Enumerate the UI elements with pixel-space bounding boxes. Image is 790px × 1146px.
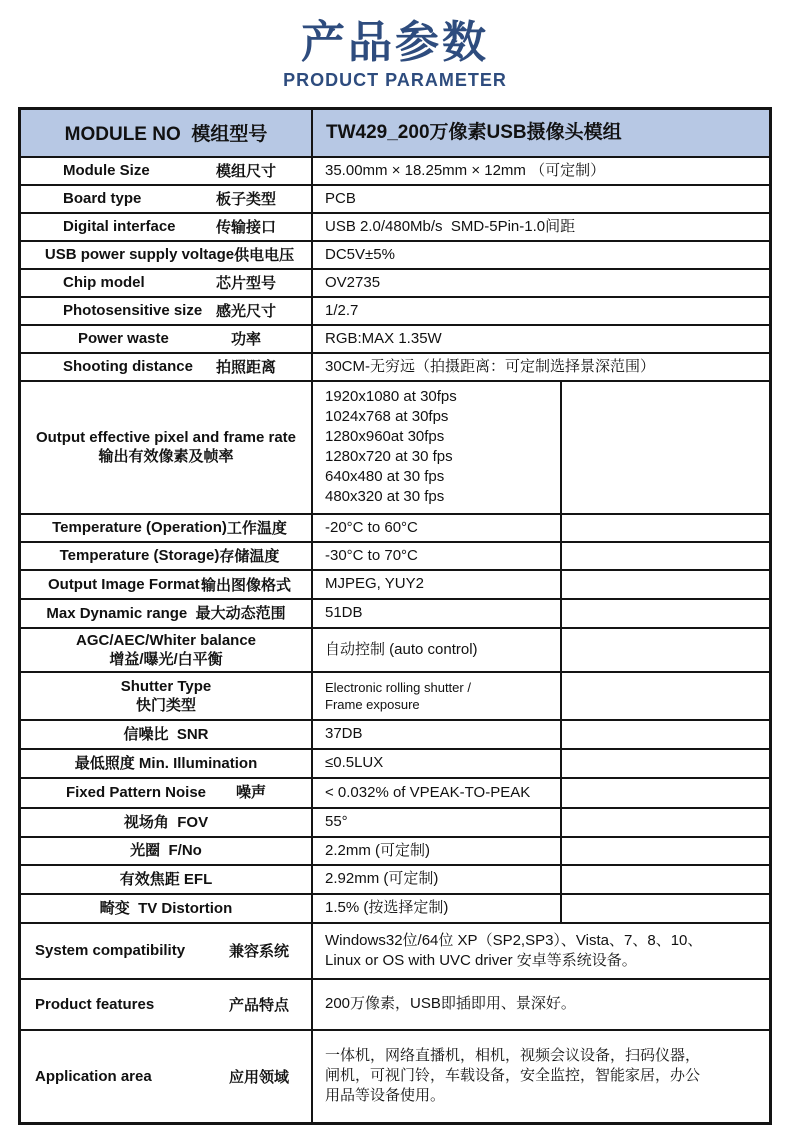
row-label [21,354,311,380]
row-label-zh: 感光尺寸 [215,303,276,321]
row-empty-cell [560,382,769,513]
row-label [21,382,311,513]
product-parameter-table [18,107,772,1125]
row-label-zh: 板子类型 [215,191,276,209]
row-empty-cell [560,673,769,719]
row-label-en: Shooting distance [62,358,193,376]
row-label [21,980,311,1029]
row-label [21,158,311,184]
row-value-line: Electronic rolling shutter / [325,679,471,695]
row-label-line: 畸变 TV Distortion [99,899,233,917]
page-subtitle: PRODUCT PARAMETER [283,69,507,90]
row-value [311,158,769,184]
row-label-zh: 模组尺寸 [215,163,276,181]
row-label-en: USB power supply voltage [44,246,235,264]
row-label-zh: 功率 [230,331,261,349]
row-label [21,750,311,777]
row-value [311,214,769,240]
row-label-zh: 供电电压 [234,247,295,265]
row-value [311,543,560,569]
table-row [21,777,769,807]
row-empty-cell [560,866,769,893]
row-label [21,779,311,807]
table-row [21,893,769,922]
row-value [311,838,560,864]
table-row [21,864,769,893]
table-row [21,978,769,1029]
row-value-line: < 0.032% of VPEAK-TO-PEAK [325,783,531,801]
row-label-en: Temperature (Storage) [59,547,220,565]
row-value-line: 35.00mm × 18.25mm × 12mm （可定制） [325,161,606,179]
row-value [311,809,560,836]
row-label-line: 光圈 F/No [130,842,202,860]
row-value-line: 一体机，网络直播机，相机，视频会议设备，扫码仪器， [325,1047,701,1065]
table-row [21,380,769,513]
row-value-line: 1.5% (按选择定制) [325,899,449,917]
row-label-zh: 芯片型号 [215,275,276,293]
row-label-line: Output effective pixel and frame rate [35,429,297,447]
row-value-line: PCB [325,189,356,207]
table-row [21,569,769,598]
row-value [311,673,560,719]
row-value [311,750,560,777]
row-value-line: 用品等设备使用。 [325,1087,446,1105]
table-row [21,268,769,296]
row-value-line: USB 2.0/480Mb/s SMD-5Pin-1.0间距 [325,217,576,235]
row-value [311,382,560,513]
row-value-line: 200万像素，USB即插即用、景深好。 [325,995,576,1013]
row-empty-cell [560,838,769,864]
row-label-en: Board type [62,190,142,208]
row-value [311,186,769,212]
row-label [21,515,311,541]
row-label-zh: 传输接口 [215,219,276,237]
row-value-line: -20°C to 60°C [325,518,418,536]
row-label-en: Photosensitive size [62,302,203,320]
row-label [21,186,311,212]
page-title: 产品参数 [301,18,489,67]
header-module-model-value: TW429_200万像素USB摄像头模组 [311,110,769,156]
row-value-line: ≤0.5LUX [325,754,384,772]
row-label-en: Digital interface [62,218,176,236]
row-empty-cell [560,629,769,671]
row-label [21,214,311,240]
row-empty-cell [560,895,769,922]
table-row [21,541,769,569]
row-empty-cell [560,600,769,627]
row-empty-cell [560,721,769,748]
row-value-line: 闸机，可视门铃，车载设备，安全监控，智能家居，办公 [325,1067,701,1085]
table-row [21,671,769,719]
row-value-line: Frame exposure [325,696,420,712]
row-value-line: RGB:MAX 1.35W [325,329,442,347]
row-label [21,866,311,893]
row-empty-cell [560,779,769,807]
row-value-line: -30°C to 70°C [325,546,418,564]
row-label-line: AGC/AEC/Whiter balance [75,631,257,649]
table-row [21,598,769,627]
row-label-line: Fixed Pattern Noise 噪声 [65,784,267,802]
row-empty-cell [560,543,769,569]
row-label-zh: 存储温度 [219,548,280,566]
row-value-line: OV2735 [325,273,381,291]
table-row [21,352,769,380]
row-value-line: 37DB [325,725,363,743]
row-value [311,924,769,978]
table-row [21,1029,769,1122]
row-value-line: Windows32位/64位 XP（SP2,SP3）、Vista、7、8、10、 [325,931,703,949]
row-value [311,600,560,627]
row-value [311,779,560,807]
row-value [311,298,769,324]
row-label-en: Temperature (Operation) [52,519,227,537]
row-label [21,543,311,569]
row-label-zh: 兼容系统 [228,943,289,961]
row-value [311,629,560,671]
row-label-line: 输出有效像素及帧率 [98,448,234,466]
row-value-line: 1024x768 at 30fps [325,408,449,426]
row-label-line: 有效焦距 EFL [119,870,213,888]
row-label-zh: 产品特点 [228,996,289,1014]
row-value [311,895,560,922]
row-value-line: MJPEG, YUY2 [325,575,424,593]
row-value [311,354,769,380]
row-label-en: Output Image Format [47,575,200,593]
row-label [21,629,311,671]
table-row [21,719,769,748]
row-label [21,673,311,719]
row-value-line: DC5V±5% [325,245,395,263]
table-row [21,836,769,864]
row-value [311,1031,769,1122]
row-label-zh: 应用领域 [228,1068,289,1086]
row-value-line: 2.2mm (可定制) [325,841,431,859]
row-value-line: 480x320 at 30 fps [325,488,445,506]
table-row [21,324,769,352]
row-empty-cell [560,571,769,598]
row-value [311,866,560,893]
row-label-zh: 工作温度 [226,520,287,538]
row-value-line: 自动控制 (auto control) [325,640,478,658]
row-value [311,270,769,296]
row-value-line: Linux or OS with UVC driver 安卓等系统设备。 [325,951,637,969]
row-label [21,809,311,836]
header-module-no-label: MODULE NO 模组型号 [64,124,268,146]
row-label [21,838,311,864]
row-value [311,515,560,541]
row-label-en: Chip model [62,274,145,292]
row-label-zh: 拍照距离 [215,359,276,377]
row-label-en: Application area [35,1067,152,1085]
row-label [21,298,311,324]
row-value [311,571,560,598]
row-empty-cell [560,750,769,777]
row-value-line: 1280x960at 30fps [325,428,445,446]
table-row [21,513,769,541]
row-value [311,980,769,1029]
table-row [21,212,769,240]
row-value-line: 1920x1080 at 30fps [325,388,457,406]
table-row [21,807,769,836]
row-label-en: Power waste [77,330,169,348]
row-value [311,326,769,352]
row-label [21,326,311,352]
table-row [21,627,769,671]
row-value [311,721,560,748]
row-label-en: System compatibility [35,942,186,960]
row-label [21,600,311,627]
row-label [21,1031,311,1122]
row-label-line: 快门类型 [135,696,196,714]
row-label-en: Product features [35,995,155,1013]
table-header-row [21,110,769,156]
row-empty-cell [560,515,769,541]
row-value [311,242,769,268]
row-label-line: Shutter Type [120,677,212,695]
row-value-line: 30CM-无穷远（拍摄距离：可定制选择景深范围） [325,357,656,375]
table-row [21,156,769,184]
page-header [0,0,790,91]
row-label-line: 增益/曝光/白平衡 [109,650,223,668]
row-value-line: 2.92mm (可定制) [325,870,439,888]
row-label-en: Module Size [62,162,150,180]
row-label-zh: 输出图像格式 [200,576,291,594]
row-label-line: 最低照度 Min. Illumination [74,754,258,772]
row-label-line: Max Dynamic range 最大动态范围 [46,604,286,622]
row-label [21,270,311,296]
row-value-line: 640x480 at 30 fps [325,468,445,486]
row-value-line: 55° [325,813,348,831]
row-empty-cell [560,809,769,836]
table-row [21,922,769,978]
row-label [21,571,311,598]
row-label [21,895,311,922]
table-row [21,240,769,268]
row-value-line: 51DB [325,604,363,622]
row-label-line: 视场角 FOV [123,813,209,831]
table-row [21,184,769,212]
row-label [21,242,311,268]
row-label [21,721,311,748]
row-value-line: 1280x720 at 30 fps [325,448,453,466]
row-label [21,924,311,978]
row-label-line: 信噪比 SNR [123,725,209,743]
table-row [21,296,769,324]
table-row [21,748,769,777]
row-value-line: 1/2.7 [325,301,359,319]
